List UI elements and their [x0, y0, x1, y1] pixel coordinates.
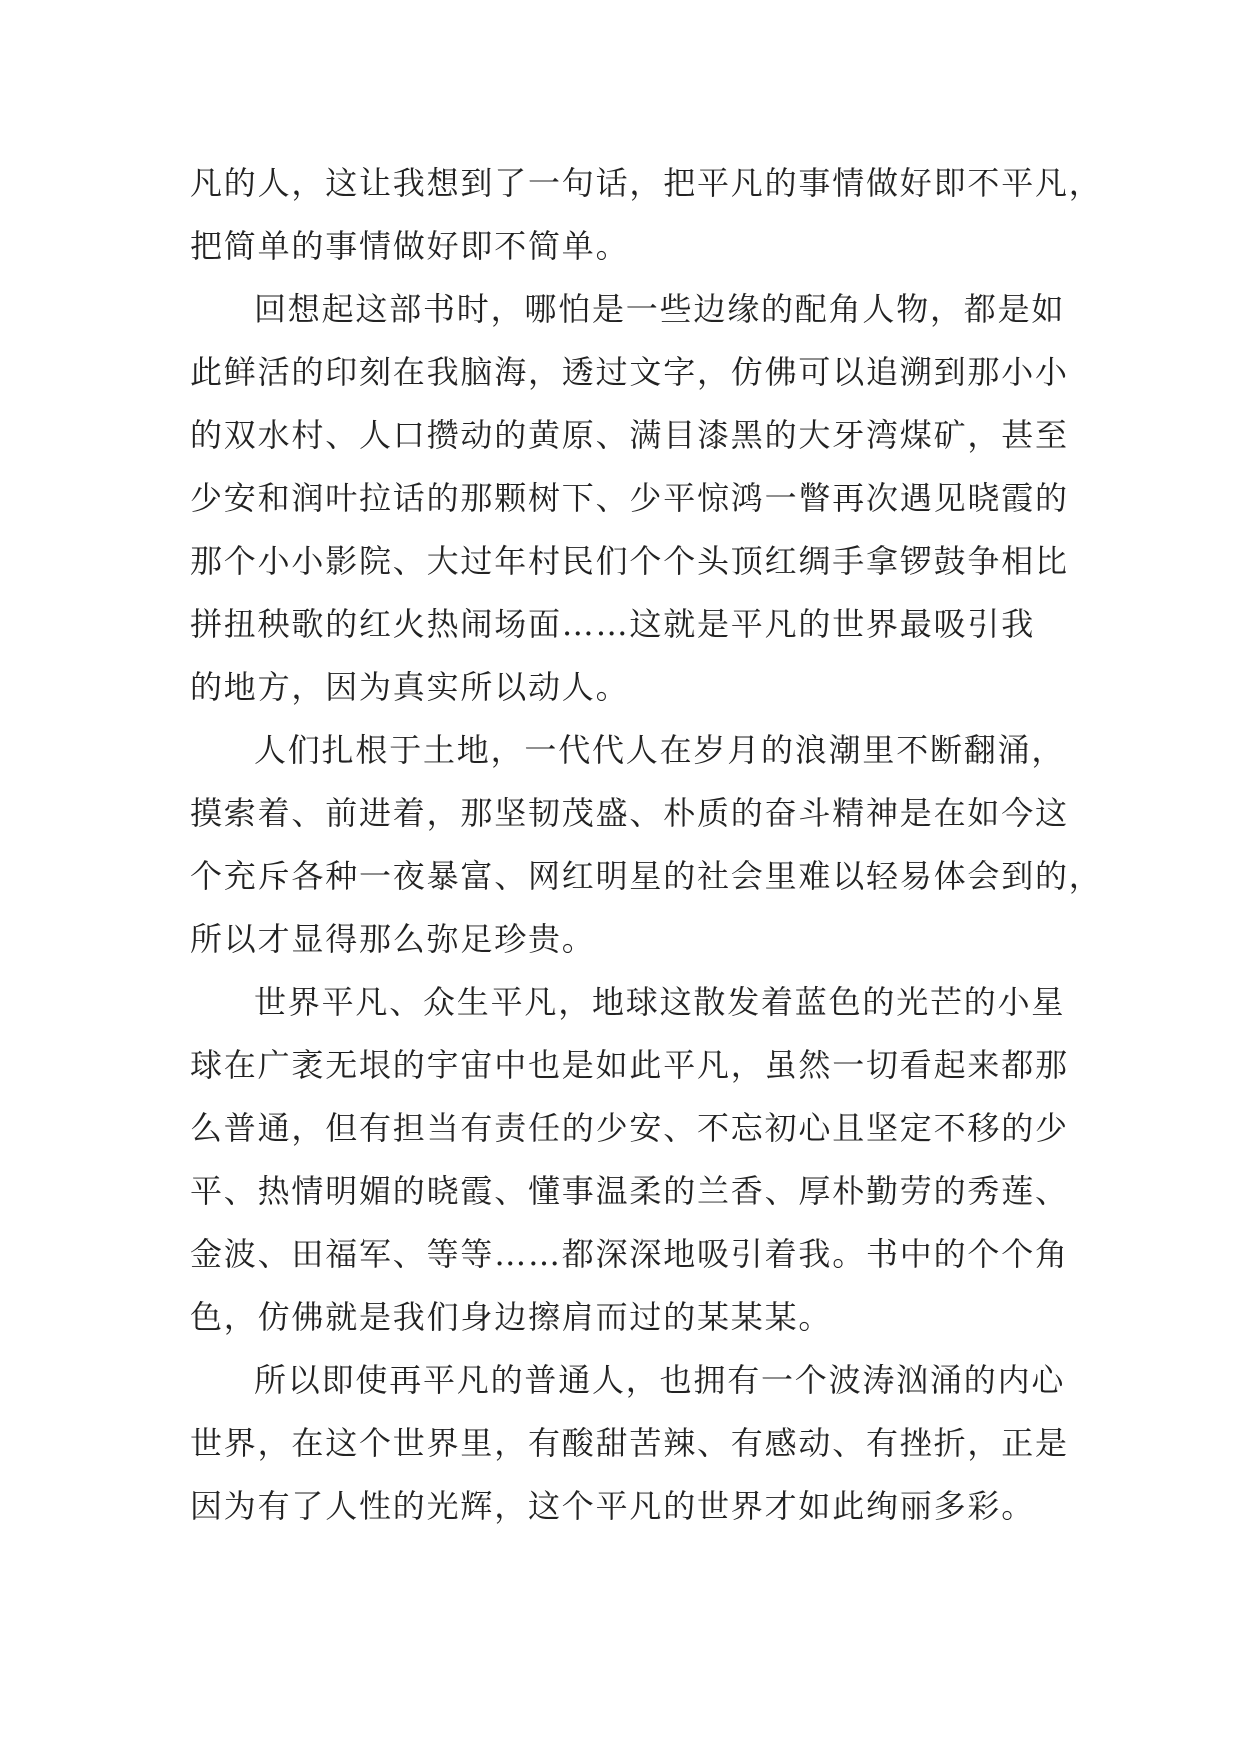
text-line: 世界，在这个世界里，有酸甜苦辣、有感动、有挫折，正是 [190, 1424, 1069, 1462]
text-line: 因为有了人性的光辉，这个平凡的世界才如此绚丽多彩。 [190, 1487, 1036, 1525]
text-line: 那个小小影院、大过年村民们个个头顶红绸手拿锣鼓争相比 [190, 542, 1069, 580]
paragraph-4 [190, 971, 1070, 1349]
text-line: 球在广袤无垠的宇宙中也是如此平凡，虽然一切看起来都那 [190, 1046, 1069, 1084]
text-line: 少安和润叶拉话的那颗树下、少平惊鸿一瞥再次遇见晓霞的 [190, 479, 1069, 517]
text-line: 的双水村、人口攒动的黄原、满目漆黑的大牙湾煤矿，甚至 [190, 416, 1069, 454]
text-line: 色，仿佛就是我们身边擦肩而过的某某某。 [190, 1298, 833, 1336]
paragraph-5 [190, 1349, 1070, 1538]
document-body [190, 152, 1103, 1538]
text-line: 摸索着、前进着，那坚韧茂盛、朴质的奋斗精神是在如今这 [190, 794, 1069, 832]
text-line: 金波、田福军、等等……都深深地吸引着我。书中的个个角 [190, 1235, 1069, 1273]
text-line: 么普通，但有担当有责任的少安、不忘初心且坚定不移的少 [190, 1109, 1069, 1147]
text-line: 所以即使再平凡的普通人，也拥有一个波涛汹涌的内心 [254, 1361, 1066, 1399]
text-line: 个充斥各种一夜暴富、网红明星的社会里难以轻易体会到的， [190, 857, 1103, 895]
paragraph-2 [190, 278, 1070, 719]
text-line: 凡的人，这让我想到了一句话，把平凡的事情做好即不平凡， [190, 164, 1103, 202]
text-line: 世界平凡、众生平凡，地球这散发着蓝色的光芒的小星 [254, 983, 1066, 1021]
text-line: 人们扎根于土地，一代代人在岁月的浪潮里不断翻涌， [254, 731, 1066, 769]
text-line: 所以才显得那么弥足珍贵。 [190, 920, 596, 958]
text-line: 回想起这部书时，哪怕是一些边缘的配角人物，都是如 [254, 290, 1066, 328]
paragraph-1 [190, 152, 1103, 278]
text-line: 拼扭秧歌的红火热闹场面……这就是平凡的世界最吸引我 [190, 605, 1036, 643]
text-line: 的地方，因为真实所以动人。 [190, 668, 630, 706]
paragraph-3 [190, 719, 1103, 971]
text-line: 平、热情明媚的晓霞、懂事温柔的兰香、厚朴勤劳的秀莲、 [190, 1172, 1069, 1210]
text-line: 此鲜活的印刻在我脑海，透过文字，仿佛可以追溯到那小小 [190, 353, 1069, 391]
text-line: 把简单的事情做好即不简单。 [190, 227, 630, 265]
